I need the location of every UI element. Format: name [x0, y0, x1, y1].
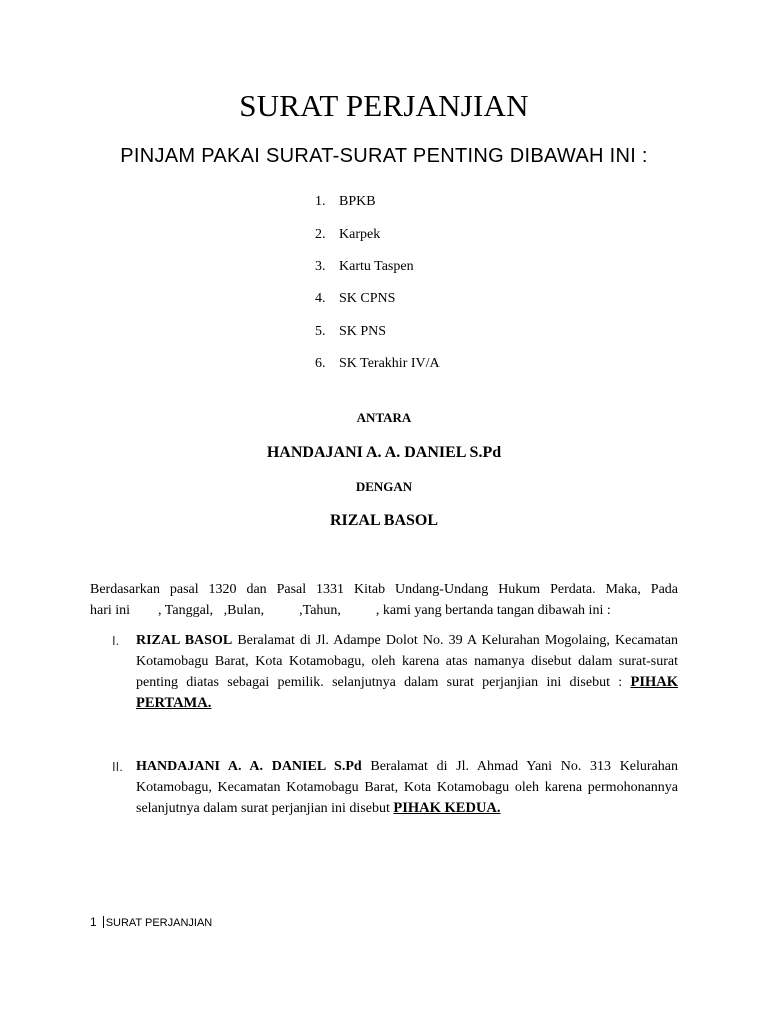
party-two-heading: RIZAL BASOL	[329, 512, 439, 529]
list-number: 6.	[315, 356, 326, 372]
footer-divider	[103, 916, 104, 928]
list-number: 2.	[315, 226, 326, 242]
list-number: 4.	[315, 291, 326, 307]
document-list	[315, 186, 440, 380]
list-item	[315, 251, 440, 283]
clause-body	[136, 630, 678, 714]
document-subtitle: PINJAM PAKAI SURAT-SURAT PENTING DIBAWAH INI :	[120, 145, 648, 167]
clause-numeral: II.	[112, 759, 123, 774]
list-item	[315, 348, 440, 380]
page-number: 1	[90, 915, 97, 929]
clause-role: PIHAK PERTAMA.	[136, 674, 678, 711]
clause-party-name: RIZAL BASOL	[136, 633, 233, 648]
list-label: Kartu Taspen	[339, 258, 414, 274]
clause-body	[136, 756, 678, 819]
intro-line: hari ini , Tanggal, ,Bulan, ,Tahun, , kami yang bertanda tangan dibawah ini :	[90, 603, 611, 618]
clause-text: Beralamat di Jl. Adampe Dolot No. 39 A Kelurahan Mogolaing, Kecamatan Kotamobagu Barat, Kota Kotamobagu, oleh karena atas namanya disebut dalam surat-surat penting diatas sebagai pemilik. selanjutnya dalam surat perjanjian ini disebut :	[136, 633, 678, 690]
list-item	[315, 186, 440, 218]
list-item	[315, 283, 440, 315]
footer-label: SURAT PERJANJIAN	[105, 917, 213, 929]
clause-item	[90, 756, 678, 819]
list-item	[315, 218, 440, 250]
clause-item	[90, 630, 678, 714]
between-heading: ANTARA	[356, 410, 412, 425]
clause-numeral: I.	[112, 633, 120, 648]
list-label: SK Terakhir IV/A	[339, 356, 440, 372]
list-number: 3.	[315, 258, 326, 274]
list-number: 1.	[315, 194, 326, 210]
page-footer	[90, 915, 212, 929]
list-number: 5.	[315, 323, 326, 339]
list-label: SK PNS	[339, 323, 387, 339]
intro-paragraph	[90, 579, 678, 621]
list-item	[315, 316, 440, 348]
clause-role: PIHAK KEDUA.	[393, 800, 501, 816]
list-label: SK CPNS	[339, 291, 396, 307]
with-heading: DENGAN	[355, 479, 413, 494]
intro-line: Berdasarkan pasal 1320 dan Pasal 1331 Kitab Undang-Undang Hukum Perdata. Maka, Pada	[90, 582, 678, 597]
party-one-heading: HANDAJANI A. A. DANIEL S.Pd	[266, 444, 502, 461]
clause-party-name: HANDAJANI A. A. DANIEL S.Pd	[136, 759, 362, 774]
list-label: Karpek	[339, 226, 381, 242]
document-title: SURAT PERJANJIAN	[239, 88, 529, 123]
list-label: BPKB	[339, 194, 376, 210]
clause-text: Beralamat di Jl. Ahmad Yani No. 313 Kelurahan Kotamobagu, Kecamatan Kotamobagu Barat, Kota Kotamobagu oleh karena permohonannya selanjutnya dalam surat perjanjian ini disebut	[136, 759, 678, 816]
